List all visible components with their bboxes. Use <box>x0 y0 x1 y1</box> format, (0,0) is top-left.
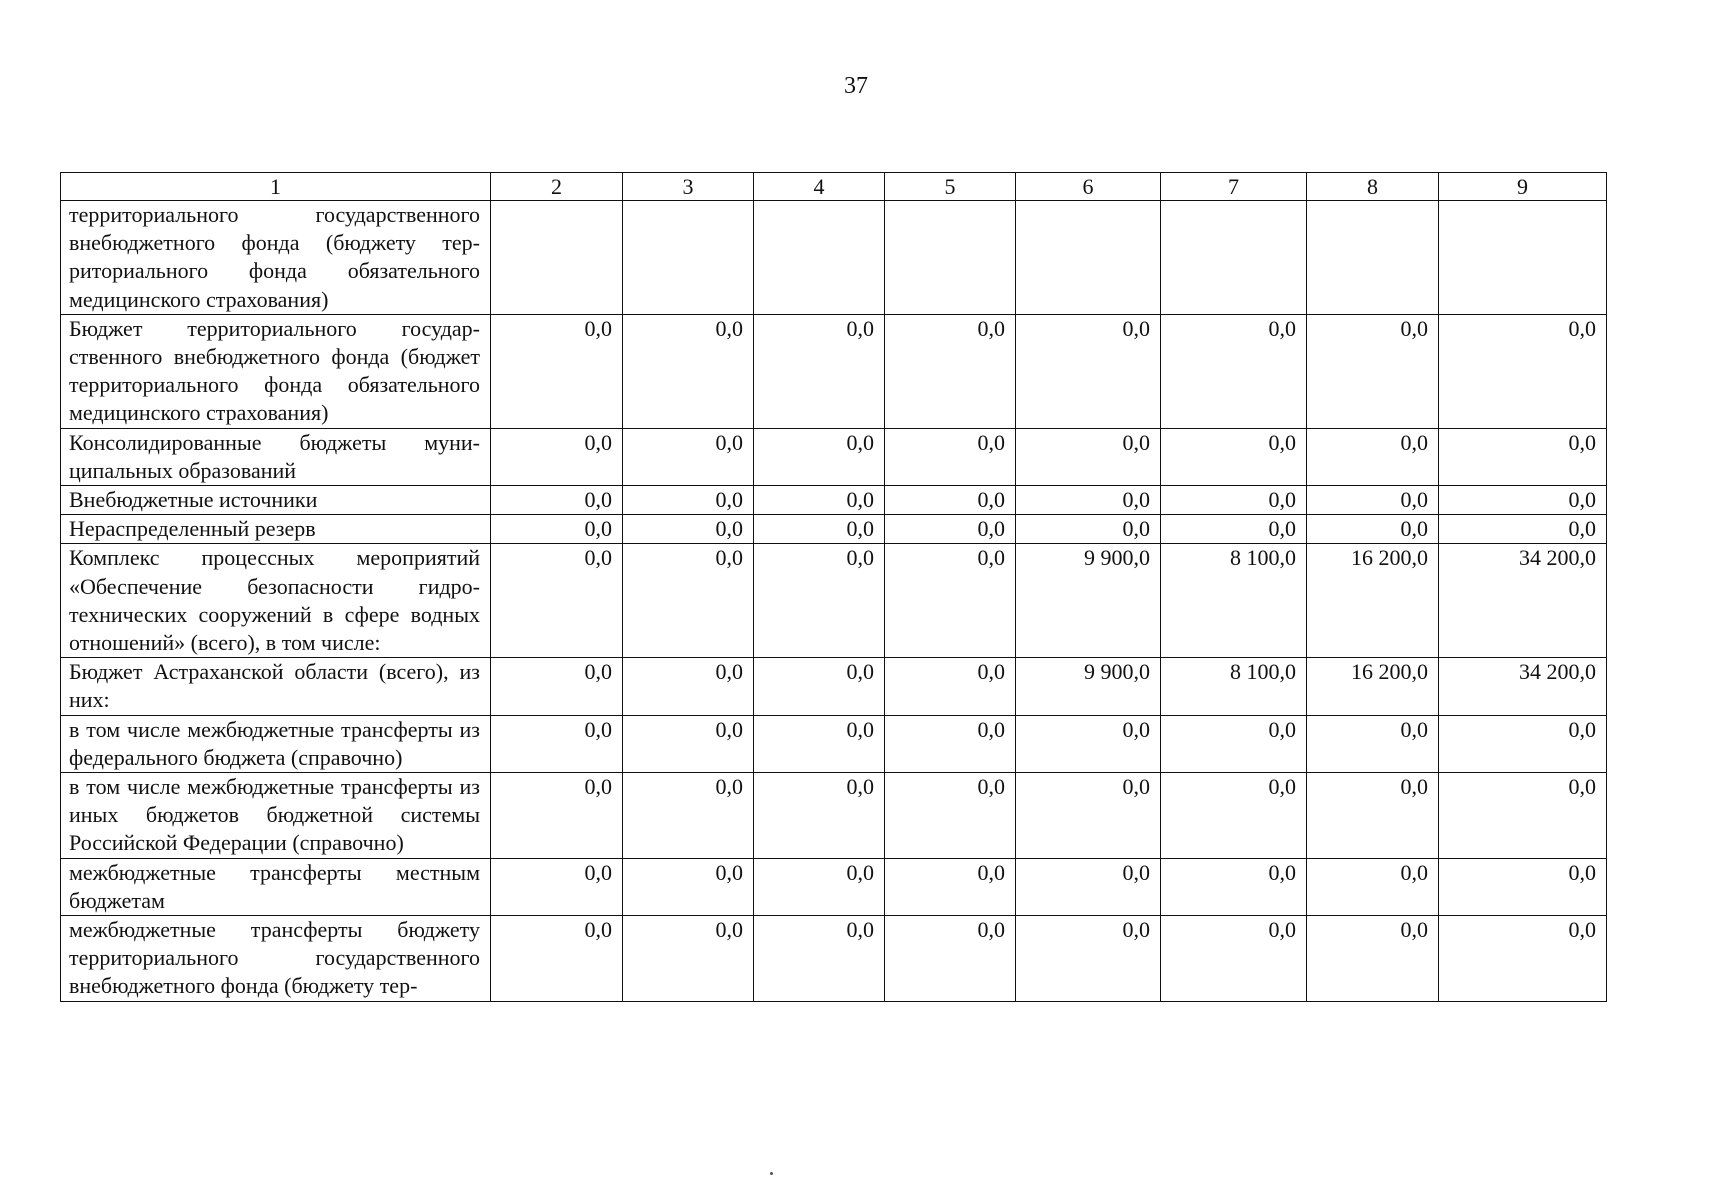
cell-value: 0,0 <box>1161 486 1307 515</box>
cell-value: 0,0 <box>623 658 754 715</box>
row-label: Консолидированные бюджеты муниципальных образований <box>61 428 491 485</box>
cell-value: 8 100,0 <box>1161 658 1307 715</box>
cell-value: 0,0 <box>491 916 623 1002</box>
table-body <box>61 173 1607 1002</box>
cell-value: 0,0 <box>754 428 885 485</box>
cell-value: 0,0 <box>1439 515 1607 544</box>
cell-value: 0,0 <box>1161 314 1307 428</box>
cell-value: 0,0 <box>1161 858 1307 915</box>
cell-value <box>885 201 1016 315</box>
cell-value: 0,0 <box>491 314 623 428</box>
column-header: 2 <box>491 173 623 201</box>
cell-value: 0,0 <box>1307 314 1439 428</box>
cell-value: 0,0 <box>1439 486 1607 515</box>
cell-value: 0,0 <box>1016 428 1161 485</box>
column-header: 7 <box>1161 173 1307 201</box>
cell-value: 0,0 <box>1016 858 1161 915</box>
cell-value: 0,0 <box>623 858 754 915</box>
row-label: Нераспределенный резерв <box>61 515 491 544</box>
cell-value: 0,0 <box>1016 515 1161 544</box>
cell-value: 0,0 <box>623 486 754 515</box>
cell-value <box>754 201 885 315</box>
column-header: 9 <box>1439 173 1607 201</box>
cell-value: 0,0 <box>885 773 1016 859</box>
cell-value: 0,0 <box>1016 916 1161 1002</box>
cell-value: 9 900,0 <box>1016 658 1161 715</box>
budget-table <box>60 172 1607 1002</box>
cell-value: 0,0 <box>1307 486 1439 515</box>
cell-value: 0,0 <box>623 515 754 544</box>
cell-value: 0,0 <box>623 428 754 485</box>
cell-value: 0,0 <box>1161 515 1307 544</box>
row-label: в том числе межбюджетные трансферты из иных бюджетов бюджетной системы Российской Федерации (справочно) <box>61 773 491 859</box>
cell-value: 0,0 <box>754 773 885 859</box>
cell-value: 16 200,0 <box>1307 544 1439 658</box>
table-row <box>61 428 1607 485</box>
cell-value: 8 100,0 <box>1161 544 1307 658</box>
table-row <box>61 486 1607 515</box>
row-label: территориального государственного внебюджетного фонда (бюджету территориального фонда обязательного медицинского страхования) <box>61 201 491 315</box>
cell-value: 0,0 <box>491 658 623 715</box>
table-row <box>61 916 1607 1002</box>
scan-speck <box>770 1172 773 1175</box>
cell-value: 0,0 <box>623 715 754 772</box>
cell-value: 0,0 <box>885 544 1016 658</box>
row-label: Комплекс процессных мероприятий «Обеспечение безопасности гидротехнических сооружений в сфере водных отношений» (всего), в том числе: <box>61 544 491 658</box>
cell-value: 0,0 <box>1439 715 1607 772</box>
cell-value: 0,0 <box>1307 773 1439 859</box>
cell-value: 0,0 <box>754 314 885 428</box>
column-header: 1 <box>61 173 491 201</box>
row-label: Внебюджетные источники <box>61 486 491 515</box>
table-row <box>61 201 1607 315</box>
page-number: 37 <box>844 73 868 99</box>
cell-value: 0,0 <box>754 916 885 1002</box>
cell-value: 0,0 <box>491 858 623 915</box>
cell-value: 0,0 <box>491 515 623 544</box>
cell-value: 0,0 <box>491 773 623 859</box>
table-row <box>61 715 1607 772</box>
cell-value: 0,0 <box>885 428 1016 485</box>
column-header: 3 <box>623 173 754 201</box>
table-row <box>61 773 1607 859</box>
cell-value <box>1307 201 1439 315</box>
cell-value: 0,0 <box>885 658 1016 715</box>
cell-value: 0,0 <box>1307 515 1439 544</box>
column-header: 6 <box>1016 173 1161 201</box>
cell-value <box>623 201 754 315</box>
cell-value: 34 200,0 <box>1439 658 1607 715</box>
cell-value: 0,0 <box>623 916 754 1002</box>
cell-value: 0,0 <box>1307 428 1439 485</box>
cell-value: 0,0 <box>1016 773 1161 859</box>
cell-value: 0,0 <box>623 773 754 859</box>
cell-value: 0,0 <box>491 428 623 485</box>
header-row <box>61 173 1607 201</box>
cell-value: 0,0 <box>754 515 885 544</box>
cell-value: 0,0 <box>754 858 885 915</box>
cell-value: 0,0 <box>491 486 623 515</box>
table-row <box>61 858 1607 915</box>
cell-value: 0,0 <box>1307 715 1439 772</box>
cell-value: 0,0 <box>885 314 1016 428</box>
row-label: межбюджетные трансферты бюджету территориального государственного внебюджетного фонда (бюджету тер- <box>61 916 491 1002</box>
cell-value: 0,0 <box>1439 858 1607 915</box>
cell-value: 0,0 <box>754 486 885 515</box>
cell-value: 0,0 <box>1439 916 1607 1002</box>
cell-value: 0,0 <box>1439 428 1607 485</box>
cell-value: 0,0 <box>885 858 1016 915</box>
cell-value: 0,0 <box>1016 314 1161 428</box>
row-label: Бюджет Астраханской области (всего), из них: <box>61 658 491 715</box>
cell-value: 0,0 <box>885 916 1016 1002</box>
table-row <box>61 314 1607 428</box>
cell-value <box>491 201 623 315</box>
cell-value: 0,0 <box>623 314 754 428</box>
cell-value: 0,0 <box>1016 486 1161 515</box>
cell-value: 0,0 <box>1161 916 1307 1002</box>
table-row <box>61 515 1607 544</box>
row-label: в том числе межбюджетные трансферты из федерального бюджета (справочно) <box>61 715 491 772</box>
table-row <box>61 658 1607 715</box>
column-header: 4 <box>754 173 885 201</box>
cell-value: 0,0 <box>1307 916 1439 1002</box>
cell-value: 0,0 <box>1016 715 1161 772</box>
cell-value <box>1439 201 1607 315</box>
cell-value: 0,0 <box>754 544 885 658</box>
cell-value: 0,0 <box>1307 858 1439 915</box>
cell-value: 0,0 <box>491 715 623 772</box>
cell-value <box>1016 201 1161 315</box>
cell-value <box>1161 201 1307 315</box>
row-label: Бюджет территориального государственного внебюджетного фонда (бюджет территориального фонда обязательного медицинского страхования) <box>61 314 491 428</box>
column-header: 5 <box>885 173 1016 201</box>
cell-value: 0,0 <box>1439 773 1607 859</box>
cell-value: 9 900,0 <box>1016 544 1161 658</box>
cell-value: 0,0 <box>1439 314 1607 428</box>
table-row <box>61 544 1607 658</box>
cell-value: 0,0 <box>623 544 754 658</box>
cell-value: 0,0 <box>754 715 885 772</box>
cell-value: 0,0 <box>1161 715 1307 772</box>
cell-value: 0,0 <box>754 658 885 715</box>
row-label: межбюджетные трансферты местным бюджетам <box>61 858 491 915</box>
cell-value: 0,0 <box>1161 773 1307 859</box>
cell-value: 16 200,0 <box>1307 658 1439 715</box>
cell-value: 0,0 <box>885 486 1016 515</box>
cell-value: 34 200,0 <box>1439 544 1607 658</box>
cell-value: 0,0 <box>885 715 1016 772</box>
column-header: 8 <box>1307 173 1439 201</box>
cell-value: 0,0 <box>491 544 623 658</box>
cell-value: 0,0 <box>885 515 1016 544</box>
cell-value: 0,0 <box>1161 428 1307 485</box>
